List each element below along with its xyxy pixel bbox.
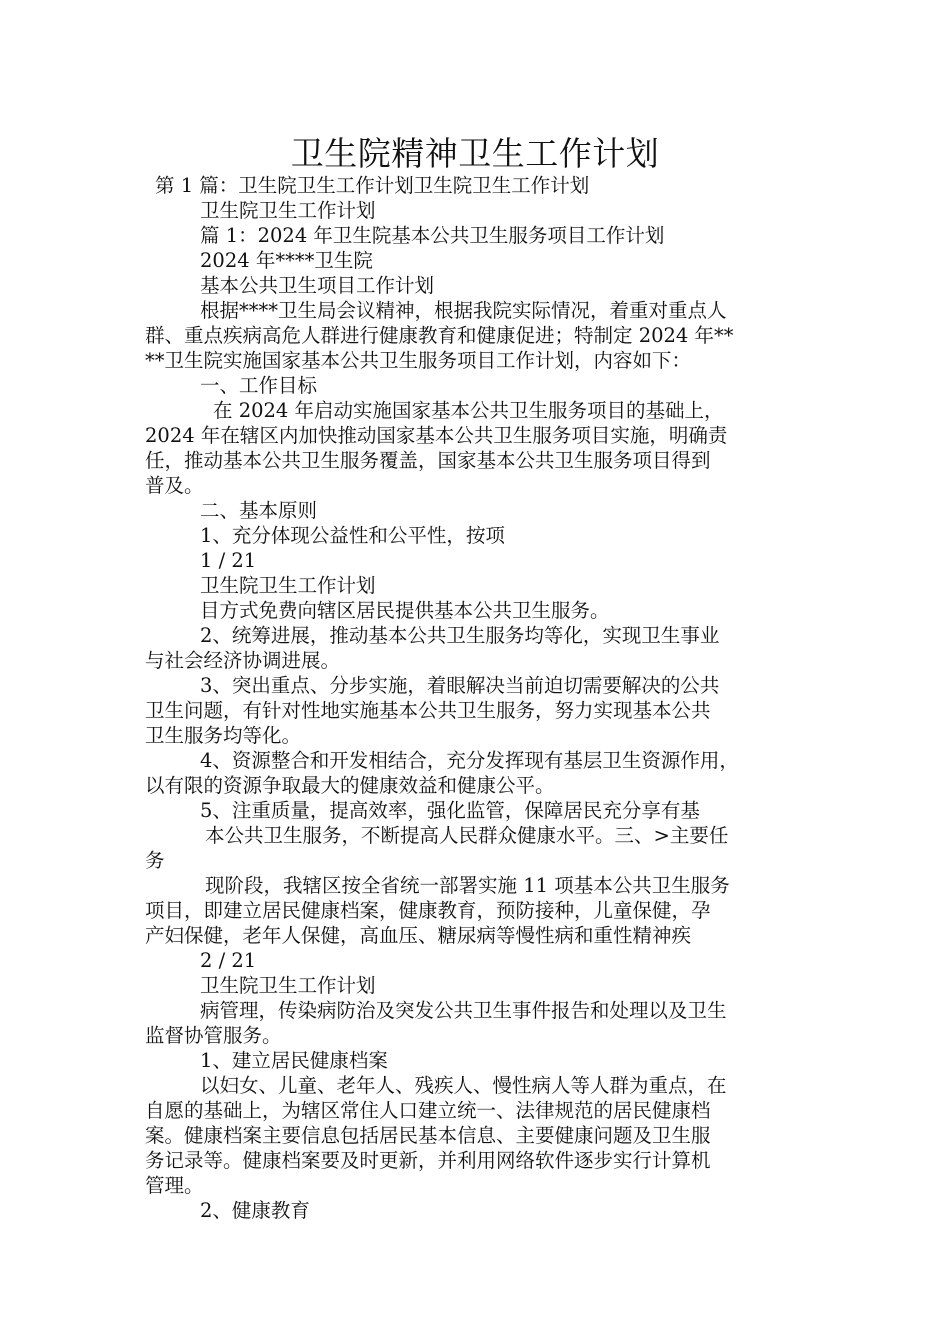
- text-line: 务记录等。健康档案要及时更新，并利用网络软件逐步实行计算机: [145, 1149, 711, 1172]
- text-line: 1、建立居民健康档案: [200, 1049, 388, 1072]
- text-line: 管理。: [145, 1174, 204, 1197]
- text-line: 4、资源整合和开发相结合，充分发挥现有基层卫生资源作用，: [200, 749, 739, 772]
- text-line: 根据****卫生局会议精神，根据我院实际情况，着重对重点人: [200, 299, 727, 322]
- text-line: 本公共卫生服务，不断提高人民群众健康水平。三、>主要任: [205, 824, 729, 847]
- text-line: 病管理，传染病防治及突发公共卫生事件报告和处理以及卫生: [200, 999, 727, 1022]
- page-number: 1 / 21: [200, 549, 257, 572]
- running-header: 卫生院卫生工作计划: [200, 574, 376, 597]
- text-line: 第 1 篇：卫生院卫生工作计划卫生院卫生工作计划: [155, 174, 590, 197]
- running-header: 卫生院卫生工作计划: [200, 974, 376, 997]
- text-line: 一、工作目标: [200, 374, 318, 397]
- text-line: 以妇女、儿童、老年人、残疾人、慢性病人等人群为重点，在: [200, 1074, 727, 1097]
- text-line: 在 2024 年启动实施国家基本公共卫生服务项目的基础上，: [213, 399, 724, 422]
- text-line: 务: [145, 849, 165, 872]
- text-line: 卫生服务均等化。: [145, 724, 302, 747]
- text-line: 基本公共卫生项目工作计划: [200, 274, 435, 297]
- text-line: 2024 年****卫生院: [200, 249, 373, 272]
- text-line: 2、统筹进展，推动基本公共卫生服务均等化，实现卫生事业: [200, 624, 720, 647]
- text-line: 任，推动基本公共卫生服务覆盖，国家基本公共卫生服务项目得到: [145, 449, 711, 472]
- text-line: 2、健康教育: [200, 1199, 310, 1222]
- text-line: 产妇保健，老年人保健，高血压、糖尿病等慢性病和重性精神疾: [145, 924, 692, 947]
- text-line: 自愿的基础上，为辖区常住人口建立统一、法律规范的居民健康档: [145, 1099, 711, 1122]
- text-line: 案。健康档案主要信息包括居民基本信息、主要健康问题及卫生服: [145, 1124, 711, 1147]
- text-line: 二、基本原则: [200, 499, 318, 522]
- text-line: 群、重点疾病高危人群进行健康教育和健康促进；特制定 2024 年**: [145, 324, 734, 347]
- text-line: 5、注重质量，提高效率，强化监管，保障居民充分享有基: [200, 799, 700, 822]
- text-line: 现阶段，我辖区按全省统一部署实施 11 项基本公共卫生服务: [205, 874, 730, 897]
- text-line: 篇 1：2024 年卫生院基本公共卫生服务项目工作计划: [200, 224, 665, 247]
- text-line: 目方式免费向辖区居民提供基本公共卫生服务。: [200, 599, 610, 622]
- text-line: 卫生院卫生工作计划: [200, 199, 376, 222]
- text-line: 3、突出重点、分步实施，着眼解决当前迫切需要解决的公共: [200, 674, 720, 697]
- text-line: 1、充分体现公益性和公平性，按项: [200, 524, 505, 547]
- text-line: 与社会经济协调进展。: [145, 649, 341, 672]
- text-line: 卫生问题，有针对性地实施基本公共卫生服务，努力实现基本公共: [145, 699, 711, 722]
- text-line: **卫生院实施国家基本公共卫生服务项目工作计划，内容如下：: [145, 349, 692, 372]
- text-line: 以有限的资源争取最大的健康效益和健康公平。: [145, 774, 555, 797]
- text-line: 2024 年在辖区内加快推动国家基本公共卫生服务项目实施，明确责: [145, 424, 728, 447]
- document-title: 卫生院精神卫生工作计划: [290, 134, 660, 173]
- text-line: 项目，即建立居民健康档案，健康教育，预防接种，儿童保健，孕: [145, 899, 711, 922]
- page-number: 2 / 21: [200, 949, 257, 972]
- text-line: 监督协管服务。: [145, 1024, 282, 1047]
- text-line: 普及。: [145, 474, 204, 497]
